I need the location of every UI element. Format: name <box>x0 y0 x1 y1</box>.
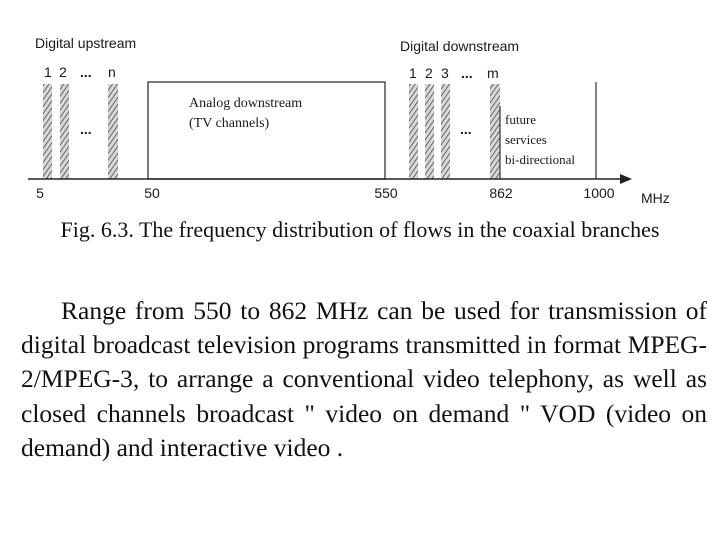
figure-caption: Fig. 6.3. The frequency distribution of flows in the coaxial branches <box>60 217 660 242</box>
axis-arrowhead <box>620 174 632 184</box>
future-label-line3: bi-directional <box>505 152 576 167</box>
axis-tick-1000: 1000 <box>583 185 615 201</box>
body-paragraph: Range from 550 to 862 MHz can be used for transmission of digital broadcast television programs transmitted in format MPEG-2/MPEG-3, to arrange a conventional video telephony, as well as closed channels broadcast " video on demand " VOD (video on demand) and interactive video . <box>21 296 707 462</box>
downstream-band-2 <box>425 84 434 179</box>
upstream-channel-n: n <box>108 64 116 80</box>
upstream-channel-2: 2 <box>59 64 67 80</box>
upstream-gap-dots: ... <box>80 121 92 137</box>
axis-tick-550: 550 <box>374 185 398 201</box>
upstream-band-1 <box>43 84 52 179</box>
axis-tick-5: 5 <box>36 185 44 201</box>
downstream-group-label: Digital downstream <box>400 38 520 54</box>
upstream-band-2 <box>60 84 69 179</box>
future-label-line1: future <box>505 112 537 127</box>
upstream-channel-1: 1 <box>44 64 52 80</box>
frequency-distribution-diagram <box>0 0 720 210</box>
downstream-channel-2: 2 <box>425 65 433 81</box>
downstream-channel-3: 3 <box>441 65 449 81</box>
downstream-band-1 <box>409 84 418 179</box>
upstream-channel-ellipsis: ... <box>80 64 92 80</box>
axis-unit-label: MHz <box>641 190 670 206</box>
downstream-band-3 <box>441 84 450 179</box>
downstream-channel-1: 1 <box>409 65 417 81</box>
downstream-band-m <box>490 84 500 179</box>
upstream-band-n <box>108 84 118 179</box>
upstream-group-label: Digital upstream <box>35 35 137 51</box>
downstream-channel-m: m <box>487 65 499 81</box>
axis-tick-50: 50 <box>144 185 160 201</box>
future-label-line2: services <box>505 132 547 147</box>
downstream-channel-ellipsis: ... <box>461 65 473 81</box>
analog-block-label-line2: (TV channels) <box>189 116 270 131</box>
axis-tick-862: 862 <box>489 185 513 201</box>
downstream-gap-dots: ... <box>460 121 472 137</box>
analog-block-label-line1: Analog downstream <box>189 96 303 111</box>
